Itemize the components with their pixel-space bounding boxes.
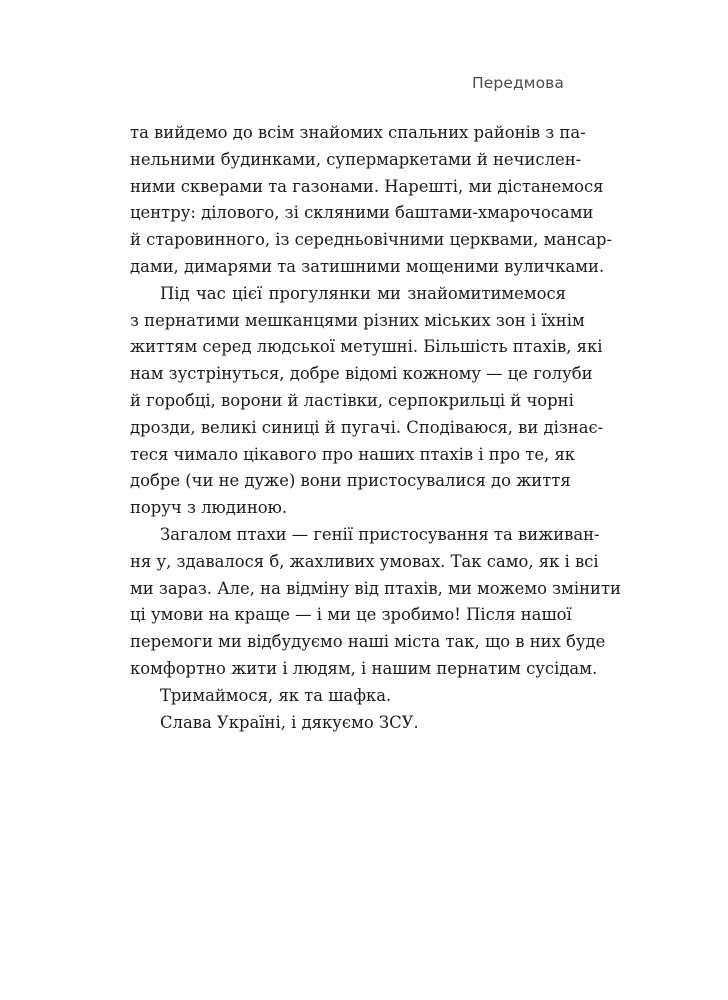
text-line: Тримаймося, як та шафка.: [160, 685, 392, 705]
text-line: Слава Україні, і дякуємо ЗСУ.: [160, 712, 419, 732]
text-line: поруч з людиною.: [130, 498, 288, 518]
text-line: та вийдемо до всім знайомих спальних районів з па-: [130, 123, 586, 142]
text-line: ми зараз. Але, на відміну від птахів, ми можемо змінити: [130, 578, 621, 598]
text-line: дами, димарями та затишними мощеними вуличками.: [130, 256, 605, 276]
text-line: дрозди, великі синиці й пугачі. Сподіваюся, ви дізнає-: [130, 417, 604, 437]
text-line: нельними будинками, супермаркетами й нечислен-: [130, 149, 582, 169]
paragraph: [130, 683, 566, 710]
text-line: Загалом птахи — генії пристосування та виживан-: [160, 524, 600, 544]
text-line: ними скверами та газонами. Нарешті, ми дістанемося: [130, 176, 604, 196]
text-line: життям серед людської метушні. Більшість птахів, які: [130, 337, 603, 357]
text-line: й горобці, ворони й ластівки, серпокрильці й чорні: [130, 390, 574, 410]
text-line: теся чимало цікавого про наших птахів і про те, як: [130, 444, 576, 464]
text-line: з пернатими мешканцями різних міських зон і їхнім: [130, 310, 585, 330]
text-line: перемоги ми відбудуємо наші міста так, що в них буде: [130, 632, 606, 652]
text-line: ня у, здавалося б, жахливих умовах. Так само, як і всі: [130, 551, 599, 571]
text-line: й старовинного, із середньовічними церквами, мансар-: [130, 230, 613, 250]
text-line: добре (чи не дуже) вони пристосувалися до життя: [130, 471, 571, 491]
text-line: комфортно жити і людям, і нашим пернатим сусідам.: [130, 658, 598, 678]
body-text: [130, 120, 621, 736]
text-line: Під час цієї прогулянки ми знайомитимемося: [160, 283, 566, 303]
paragraph: [130, 522, 621, 683]
paragraph: [130, 281, 604, 522]
paragraph: [130, 120, 613, 281]
paragraph: [130, 710, 566, 737]
text-line: ці умови на краще — і ми це зробимо! Після нашої: [130, 605, 572, 625]
text-line: центру: ділового, зі скляними баштами-хмарочосами: [130, 203, 594, 223]
text-line: нам зустрінуться, добре відомі кожному — це голуби: [130, 364, 593, 384]
running-header: Передмова: [472, 74, 564, 92]
